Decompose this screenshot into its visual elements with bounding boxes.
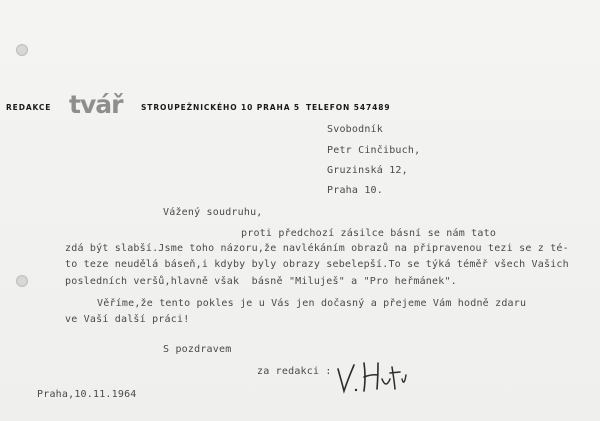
- salutation: Vážený soudruhu,: [163, 207, 263, 218]
- recipient-line-1: Svobodník: [327, 124, 383, 135]
- letterhead-address: STROUPEŽNICKÉHO 10 PRAHA 5: [141, 103, 301, 112]
- body-line: ve Vaší další práci!: [65, 314, 190, 325]
- punch-hole-bottom: [16, 275, 28, 287]
- closing-greeting: S pozdravem: [163, 344, 232, 355]
- body-line: proti předchozí zásilce básní se nám tato: [241, 228, 497, 239]
- magazine-logo: tvář: [69, 90, 123, 119]
- letterhead-label: REDAKCE: [6, 103, 52, 112]
- body-line: posledních veršů,hlavně však básně "Miluješ" a "Pro heřmánek".: [65, 276, 457, 287]
- closing-signoff: za redakci :: [257, 366, 332, 377]
- letterhead-phone: TELEFON 547489: [306, 103, 391, 112]
- handwritten-signature: [334, 357, 414, 397]
- date-line: Praha,10.11.1964: [37, 389, 137, 400]
- body-line: to teze neudělá báseň,i kdyby byly obrazy sebelepší.To se týká téměř všech Vašich: [65, 259, 569, 270]
- letterhead: [0, 91, 600, 119]
- body-line: zdá být slabší.Jsme toho názoru,že navlékáním obrazů na připravenou tezi se z té-: [65, 243, 569, 254]
- punch-hole-top: [16, 44, 28, 56]
- recipient-line-2: Petr Cinčibuch,: [327, 145, 421, 156]
- recipient-line-4: Praha 10.: [327, 185, 383, 196]
- recipient-line-3: Gruzinská 12,: [327, 165, 408, 176]
- body-line: Věříme,že tento pokles je u Vás jen dočasný a přejeme Vám hodně zdaru: [97, 298, 527, 309]
